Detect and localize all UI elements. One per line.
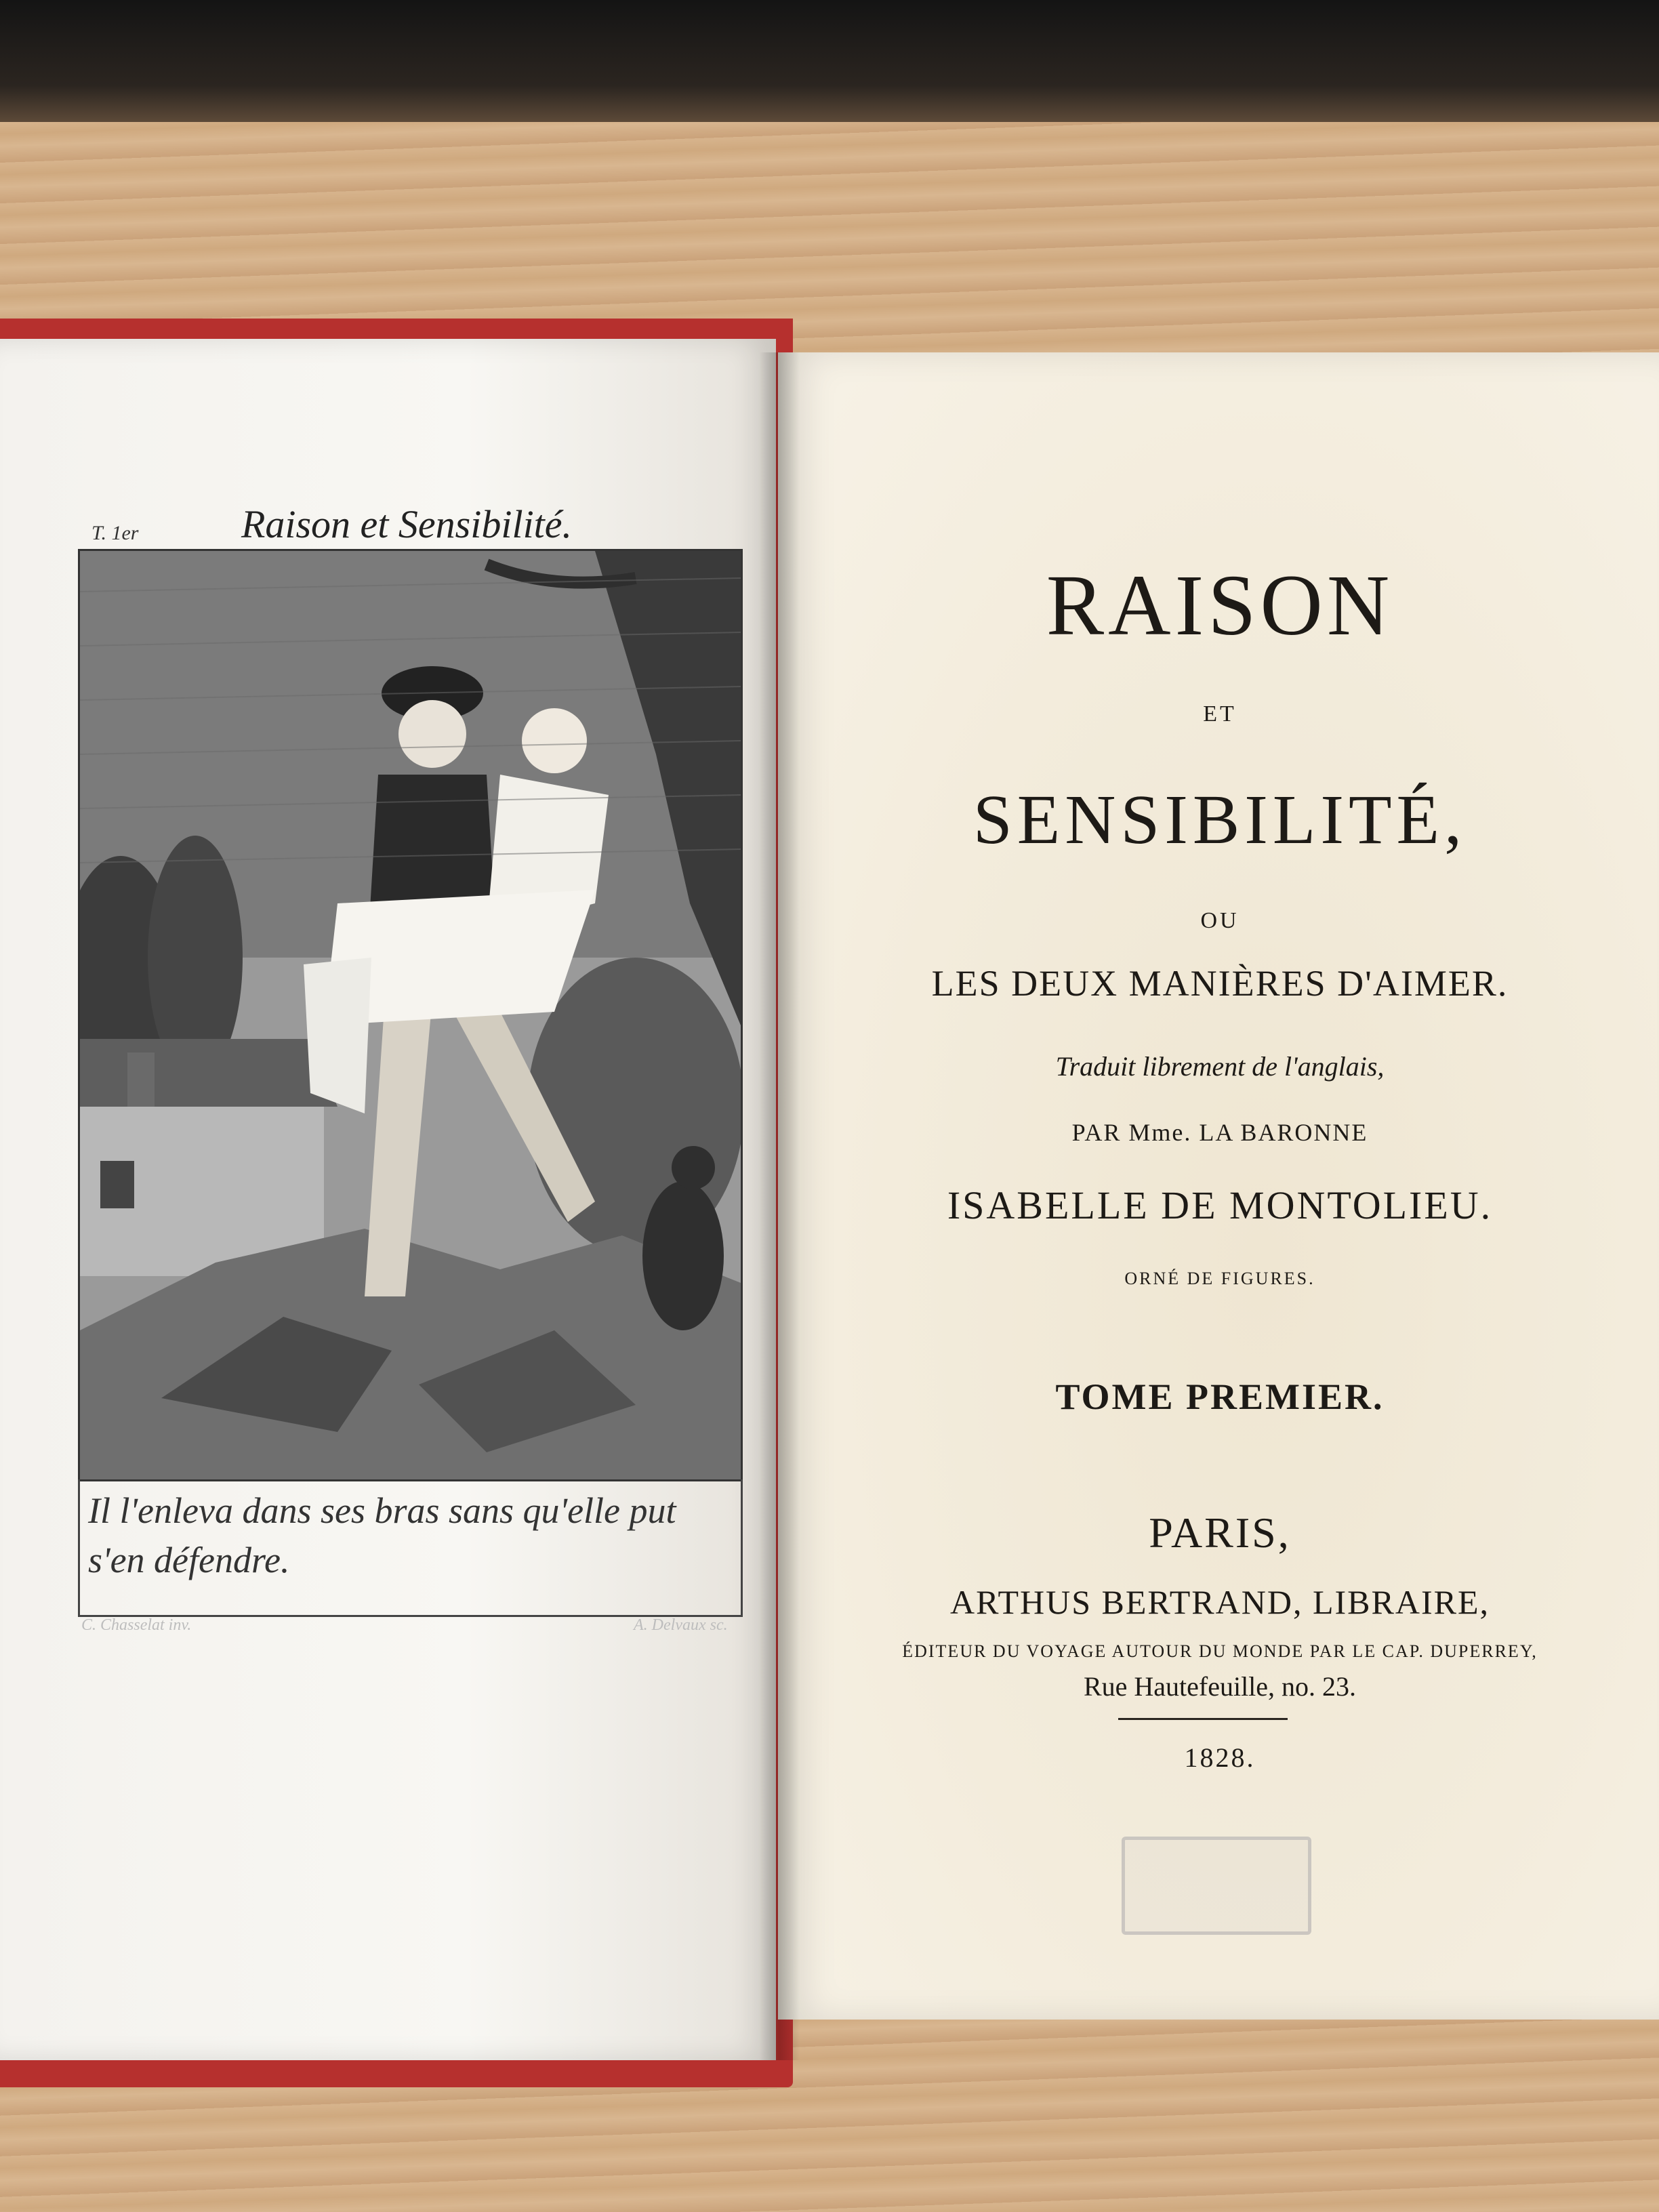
- imprint-year: 1828.: [1184, 1742, 1256, 1773]
- imprint-publisher-note: ÉDITEUR DU VOYAGE AUTOUR DU MONDE PAR LE CAP. DUPERREY,: [902, 1641, 1538, 1661]
- frontispiece-engraving: [78, 549, 743, 1481]
- title-et: ET: [1203, 701, 1237, 726]
- title-ou: OU: [1200, 908, 1240, 933]
- title-subtitle: LES DEUX MANIÈRES D'AIMER.: [931, 963, 1509, 1004]
- title-illustrated-note: ORNÉ DE FIGURES.: [1124, 1269, 1315, 1288]
- imprint-rule: [1118, 1718, 1288, 1720]
- imprint-city: PARIS,: [1149, 1509, 1291, 1557]
- imprint-publisher: ARTHUS BERTRAND, LIBRAIRE,: [949, 1583, 1490, 1621]
- title-translated-note: Traduit librement de l'anglais,: [1055, 1051, 1385, 1082]
- plate-credit-designer: C. Chasselat inv.: [81, 1616, 192, 1634]
- title-by-line: PAR Mme. LA BARONNE: [1071, 1119, 1368, 1146]
- title-volume: TOME PREMIER.: [1055, 1376, 1385, 1417]
- plate-volume-mark: T. 1er: [91, 522, 139, 544]
- plate-caption: Il l'enleva dans ses bras sans qu'elle put s'en défendre.: [78, 1479, 743, 1617]
- library-stamp: [1122, 1837, 1311, 1935]
- title-main-line1: RAISON: [1046, 557, 1394, 653]
- engraving-illustration: [80, 551, 741, 1479]
- plate-heading: Raison et Sensibilité.: [241, 502, 573, 546]
- book-gutter: [759, 352, 800, 2060]
- title-main-line2: SENSIBILITÉ,: [972, 781, 1467, 859]
- plate-credit-engraver: A. Delvaux sc.: [634, 1616, 728, 1634]
- imprint-address: Rue Hautefeuille, no. 23.: [1083, 1671, 1357, 1702]
- title-author: ISABELLE DE MONTOLIEU.: [947, 1183, 1493, 1227]
